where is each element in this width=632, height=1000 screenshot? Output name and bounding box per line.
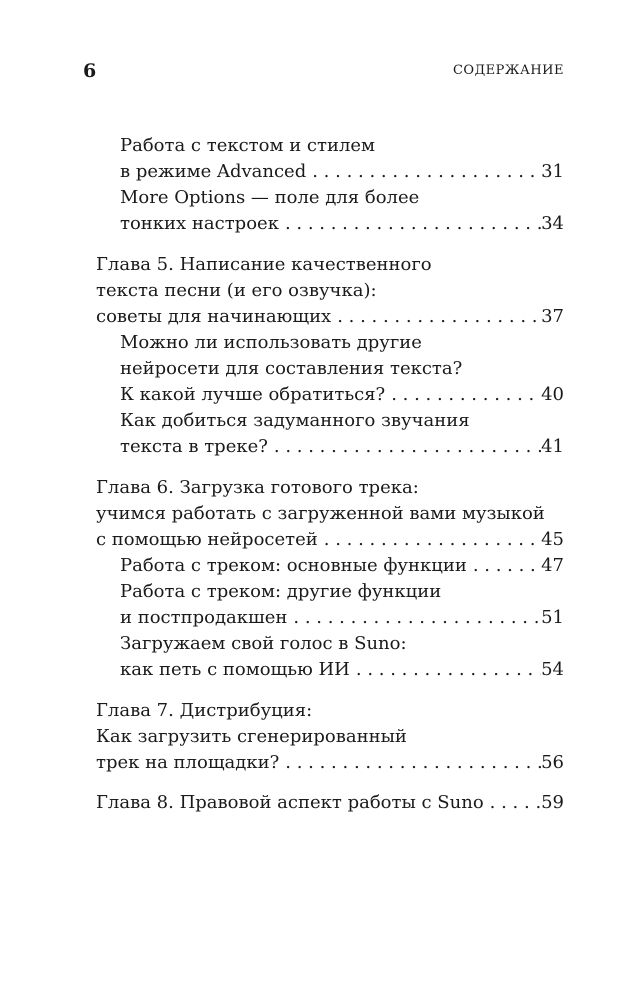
dot-leader [385, 381, 541, 409]
toc-entry-line [96, 789, 564, 817]
toc-page-number: 34 [541, 213, 564, 234]
toc-page-number: 40 [541, 384, 564, 405]
toc-page-number: 59 [541, 792, 564, 813]
dot-leader [331, 303, 541, 331]
toc-entry-line: Работа с треком: другие функции [120, 581, 442, 602]
toc-entry-text: советы для начинающих [96, 306, 332, 327]
running-head: СОДЕРЖАНИЕ [452, 63, 564, 78]
toc-entry-text: текста в треке? [120, 436, 268, 457]
toc-entry-line: Глава 7. Дистрибуция: [96, 700, 313, 721]
toc-entry-line: Как добиться задуманного звучания [120, 410, 470, 431]
toc-page-number: 56 [541, 752, 564, 773]
dot-leader [350, 656, 541, 684]
toc-entry-line [96, 526, 564, 554]
toc-page-number: 41 [541, 436, 564, 457]
toc-entry-text: с помощью нейросетей [96, 529, 318, 550]
toc-entry-line [120, 552, 564, 580]
toc-entry-line: More Options — поле для более [120, 187, 420, 208]
toc-entry-line: Как загрузить сгенерированный [96, 726, 407, 747]
toc-entry-line [96, 303, 564, 331]
toc-entry-line [120, 656, 564, 684]
dot-leader [318, 526, 541, 554]
dot-leader [306, 158, 541, 186]
page-number: 6 [83, 60, 97, 82]
dot-leader [467, 552, 541, 580]
toc-entry-line: Загружаем свой голос в Suno: [120, 633, 407, 654]
toc-entry-line [120, 158, 564, 186]
toc-entry-line [120, 604, 564, 632]
toc-entry-text: тонких настроек [120, 213, 279, 234]
dot-leader [279, 749, 541, 777]
toc-entry-line [120, 433, 564, 461]
toc-entry-line [120, 381, 564, 409]
toc-entry-line [96, 749, 564, 777]
toc-entry-text: К какой лучше обратиться? [120, 384, 386, 405]
toc-page-number: 54 [541, 659, 564, 680]
dot-leader [484, 789, 541, 817]
dot-leader [287, 604, 541, 632]
toc-entry-line: Можно ли использовать другие [120, 332, 422, 353]
dot-leader [279, 210, 541, 238]
toc-entry-text: Глава 8. Правовой аспект работы с Suno [96, 792, 484, 813]
toc-page-number: 51 [541, 607, 564, 628]
dot-leader [268, 433, 541, 461]
toc-entry-text: и постпродакшен [120, 607, 288, 628]
toc-page-number: 37 [541, 306, 564, 327]
toc-entry-text: Работа с треком: основные функции [120, 555, 467, 576]
toc-entry-line: Глава 5. Написание качественного [96, 254, 432, 275]
toc-entry-text: в режиме Advanced [120, 161, 307, 182]
toc-entry-text: как петь с помощью ИИ [120, 659, 350, 680]
toc-entry-line: нейросети для составления текста? [120, 358, 463, 379]
toc-entry-line: учимся работать с загруженной вами музыкой [96, 503, 545, 524]
toc-entry-line: Глава 6. Загрузка готового трека: [96, 477, 419, 498]
toc-page-number: 45 [541, 529, 564, 550]
toc-page-number: 47 [541, 555, 564, 576]
toc-entry-line [120, 210, 564, 238]
toc-entry-text: трек на площадки? [96, 752, 280, 773]
toc-page-number: 31 [541, 161, 564, 182]
toc-entry-line: Работа с текстом и стилем [120, 135, 376, 156]
toc-entry-line: текста песни (и его озвучка): [96, 280, 377, 301]
